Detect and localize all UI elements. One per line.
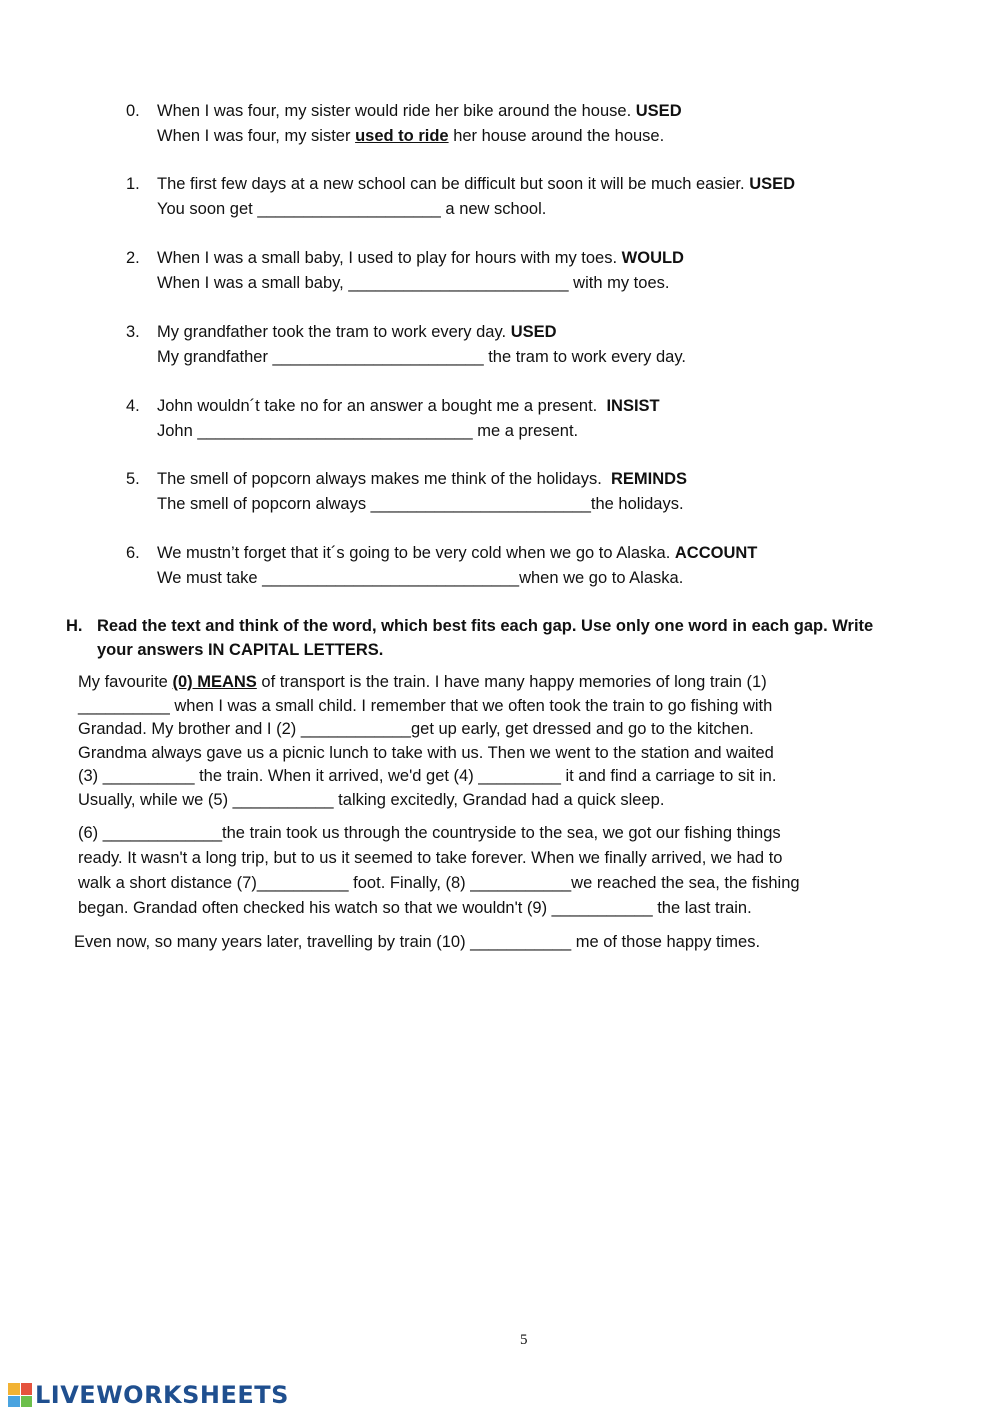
item-sentence: My grandfather took the tram to work every day. USED: [157, 323, 557, 341]
item-keyword: USED: [635, 102, 682, 120]
item-sentence: When I was four, my sister would ride her bike around the house. USED: [157, 102, 682, 120]
page-number: 5: [520, 1332, 528, 1348]
paragraph-line[interactable]: Usually, while we (5) ___________ talking excitedly, Grandad had a quick sleep.: [78, 790, 665, 809]
brand-name: LIVEWORKSHEETS: [35, 1381, 289, 1409]
item-rewrite[interactable]: John ______________________________ me a present.: [157, 421, 579, 440]
item-sentence: The smell of popcorn always makes me think of the holidays. REMINDS: [157, 470, 688, 488]
item-number: 5.: [126, 470, 140, 488]
section-instruction-cont: your answers IN CAPITAL LETTERS.: [97, 641, 384, 659]
item-rewrite[interactable]: My grandfather _______________________ the tram to work every day.: [157, 347, 686, 366]
item-number: 4.: [126, 397, 140, 415]
item-number: 6.: [126, 544, 140, 562]
paragraph-line[interactable]: __________ when I was a small child. I remember that we often took the train to go fishing with: [78, 696, 773, 715]
paragraph-line[interactable]: began. Grandad often checked his watch so that we wouldn't (9) ___________ the last train.: [78, 899, 752, 917]
cloze-paragraph-3: [74, 931, 760, 955]
item-keyword: ACCOUNT: [674, 544, 758, 562]
liveworksheets-brand[interactable]: [8, 1380, 289, 1410]
paragraph-line: My favourite (0) MEANS of transport is the train. I have many happy memories of long train (1): [78, 673, 767, 691]
cloze-paragraph-2: [78, 821, 800, 921]
item-rewrite: When I was four, my sister used to ride her house around the house.: [157, 126, 665, 145]
liveworksheets-logo-icon: [8, 1383, 32, 1407]
example-answer: (0) MEANS: [172, 673, 257, 691]
paragraph-line[interactable]: (6) _____________the train took us through the countryside to the sea, we got our fishing things: [78, 824, 781, 842]
item-number: 1.: [126, 175, 140, 193]
item-number: 2.: [126, 249, 140, 267]
item-sentence: John wouldn´t take no for an answer a bought me a present. INSIST: [157, 397, 660, 415]
item-number: 3.: [126, 323, 140, 341]
item-sentence: When I was a small baby, I used to play for hours with my toes. WOULD: [157, 249, 684, 267]
item-sentence: We mustn’t forget that it´s going to be very cold when we go to Alaska. ACCOUNT: [157, 544, 758, 562]
paragraph-line[interactable]: Grandad. My brother and I (2) ____________get up early, get dressed and go to the kitchen.: [78, 720, 754, 738]
paragraph-line[interactable]: walk a short distance (7)__________ foot. Finally, (8) ___________we reached the sea, the fishing: [78, 874, 800, 892]
item-keyword: INSIST: [606, 397, 660, 415]
item-keyword: USED: [749, 175, 796, 193]
item-rewrite[interactable]: The smell of popcorn always ________________________the holidays.: [157, 494, 684, 513]
paragraph-line[interactable]: Even now, so many years later, travelling by train (10) ___________ me of those happy times.: [74, 933, 761, 951]
item-keyword: REMINDS: [610, 470, 688, 488]
item-keyword: WOULD: [621, 249, 684, 267]
example-answer: used to ride: [355, 126, 449, 145]
cloze-paragraph-1: [78, 671, 776, 812]
item-rewrite[interactable]: We must take ____________________________when we go to Alaska.: [157, 568, 684, 587]
item-rewrite[interactable]: When I was a small baby, ________________________ with my toes.: [157, 273, 670, 292]
item-number: 0.: [126, 102, 140, 120]
item-keyword: USED: [510, 323, 557, 341]
item-sentence: The first few days at a new school can be difficult but soon it will be much easier. USED: [157, 175, 796, 193]
section-letter: H.: [66, 617, 83, 635]
paragraph-line: ready. It wasn't a long trip, but to us it seemed to take forever. When we finally arrived, we had to: [78, 849, 783, 867]
paragraph-line: Grandma always gave us a picnic lunch to take with us. Then we went to the station and waited: [78, 743, 774, 762]
item-rewrite[interactable]: You soon get ____________________ a new school.: [157, 199, 547, 218]
paragraph-line[interactable]: (3) __________ the train. When it arrived, we'd get (4) _________ it and find a carriage to sit in.: [78, 767, 777, 785]
section-instruction: Read the text and think of the word, which best fits each gap. Use only one word in each gap. Write: [97, 617, 874, 635]
